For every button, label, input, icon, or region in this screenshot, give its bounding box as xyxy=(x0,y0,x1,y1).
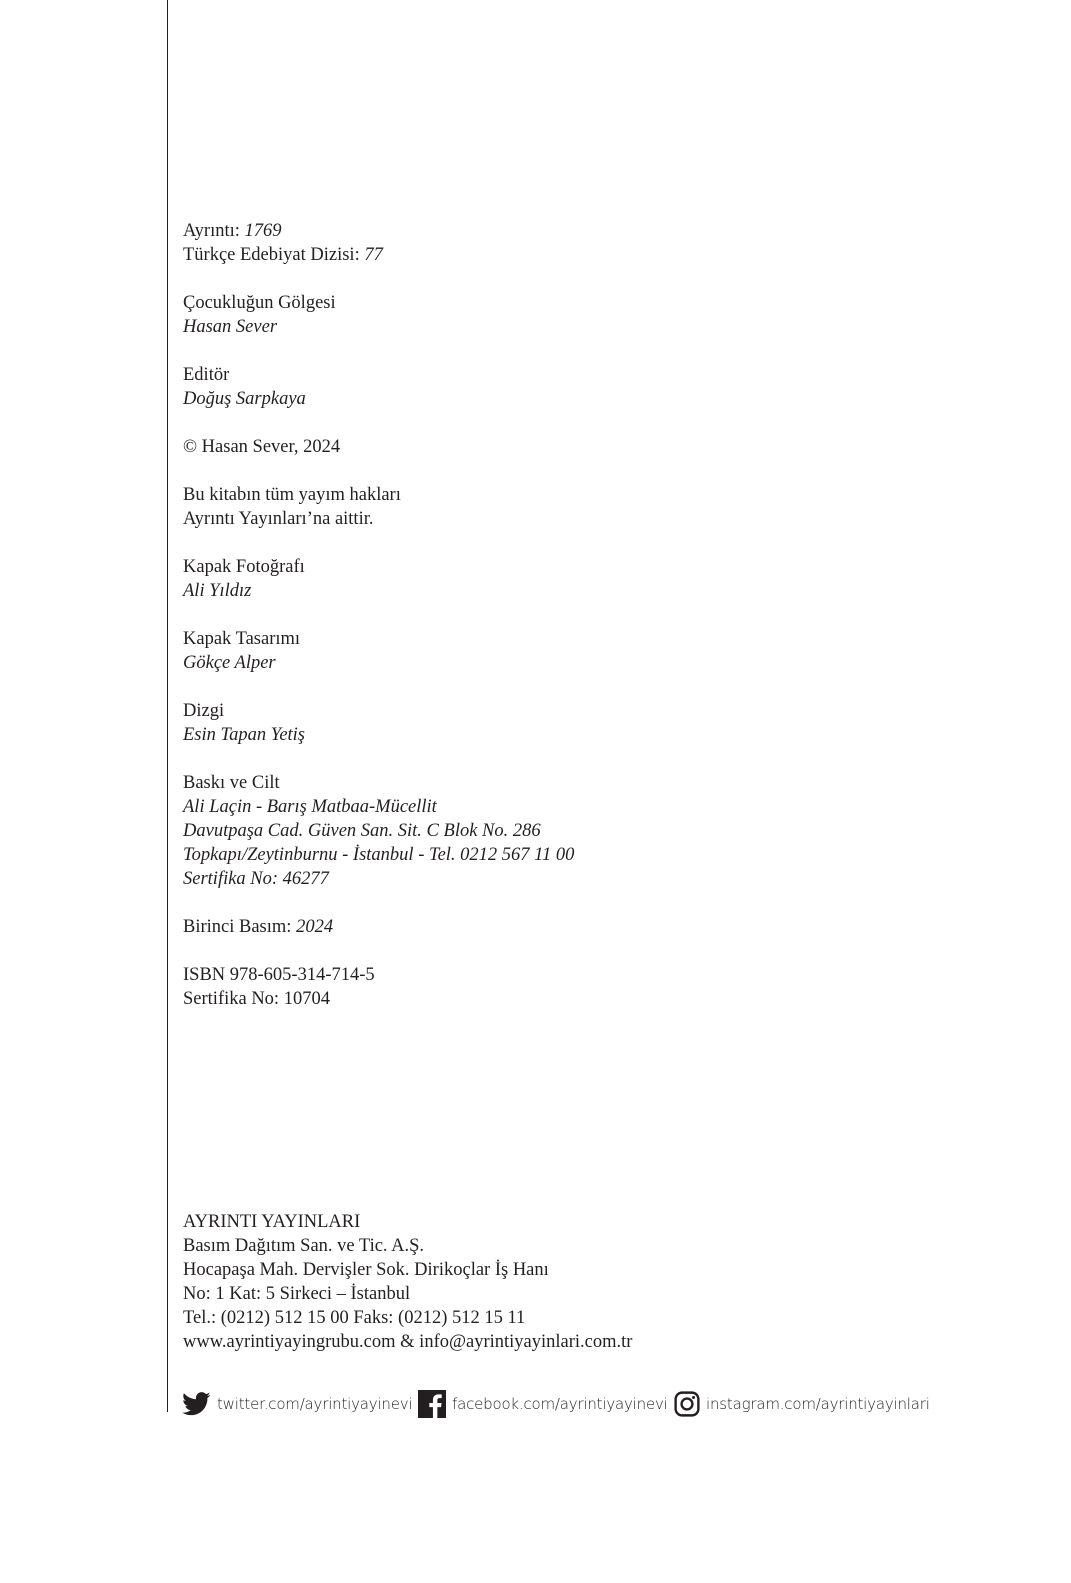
printing-label: Baskı ve Cilt xyxy=(183,773,280,793)
typesetting-label: Dizgi xyxy=(183,701,225,721)
twitter-link[interactable] xyxy=(182,1388,412,1420)
series-line xyxy=(183,219,1003,243)
twitter-icon xyxy=(182,1392,211,1416)
printing-line-2: Davutpaşa Cad. Güven San. Sit. C Blok No. 286 xyxy=(183,821,541,841)
publisher-company: Basım Dağıtım San. ve Tic. A.Ş. xyxy=(183,1236,425,1256)
publisher-address-2: No: 1 Kat: 5 Sirkeci – İstanbul xyxy=(183,1284,411,1304)
cover-design-name: Gökçe Alper xyxy=(183,653,276,673)
margin-rule xyxy=(167,0,168,1412)
facebook-link-text: facebook.com/ayrintiyayinevi xyxy=(452,1395,668,1413)
certificate-number: Sertifika No: 10704 xyxy=(183,989,330,1009)
printing-line-1: Ali Laçin - Barış Matbaa-Mücellit xyxy=(183,797,437,817)
first-edition-year: 2024 xyxy=(296,917,334,937)
series-label: Ayrıntı: xyxy=(183,221,245,241)
first-edition xyxy=(183,915,1003,939)
instagram-link[interactable] xyxy=(674,1388,930,1420)
publisher-web[interactable]: www.ayrintiyayingrubu.com & info@ayrintiyayinlari.com.tr xyxy=(183,1332,633,1352)
instagram-icon xyxy=(674,1391,700,1417)
twitter-link-text: twitter.com/ayrintiyayinevi xyxy=(217,1395,413,1413)
facebook-link[interactable] xyxy=(418,1388,668,1420)
social-links xyxy=(182,1388,1062,1420)
publisher-block xyxy=(183,1210,1003,1354)
editor-name: Doğuş Sarpkaya xyxy=(183,389,306,409)
subseries-label: Türkçe Edebiyat Dizisi: xyxy=(183,245,365,265)
facebook-icon xyxy=(418,1390,446,1418)
printing-line-3: Topkapı/Zeytinburnu - İstanbul - Tel. 0212 567 11 00 xyxy=(183,845,575,865)
publisher-address-1: Hocapaşa Mah. Dervişler Sok. Dirikoçlar İş Hanı xyxy=(183,1260,549,1280)
isbn: ISBN 978-605-314-714-5 xyxy=(183,965,375,985)
publisher-name: AYRINTI YAYINLARI xyxy=(183,1212,361,1232)
subseries-number: 77 xyxy=(364,245,383,265)
cover-photo-label: Kapak Fotoğrafı xyxy=(183,557,305,577)
first-edition-label: Birinci Basım: xyxy=(183,917,297,937)
rights-line-1: Bu kitabın tüm yayım hakları xyxy=(183,485,401,505)
subseries-line xyxy=(183,243,1003,267)
series-number: 1769 xyxy=(244,221,282,241)
colophon xyxy=(183,219,1003,1011)
cover-photo-name: Ali Yıldız xyxy=(183,581,252,601)
cover-design-label: Kapak Tasarımı xyxy=(183,629,301,649)
printing-line-4: Sertifika No: 46277 xyxy=(183,869,329,889)
editor-label: Editör xyxy=(183,365,230,385)
publisher-phone: Tel.: (0212) 512 15 00 Faks: (0212) 512 15 11 xyxy=(183,1308,526,1328)
typesetting-name: Esin Tapan Yetiş xyxy=(183,725,306,745)
book-title: Çocukluğun Gölgesi xyxy=(183,293,336,313)
book-author: Hasan Sever xyxy=(183,317,278,337)
rights-line-2: Ayrıntı Yayınları’na aittir. xyxy=(183,509,374,529)
copyright-notice: © Hasan Sever, 2024 xyxy=(183,437,341,457)
instagram-link-text: instagram.com/ayrintiyayinlari xyxy=(706,1395,930,1413)
